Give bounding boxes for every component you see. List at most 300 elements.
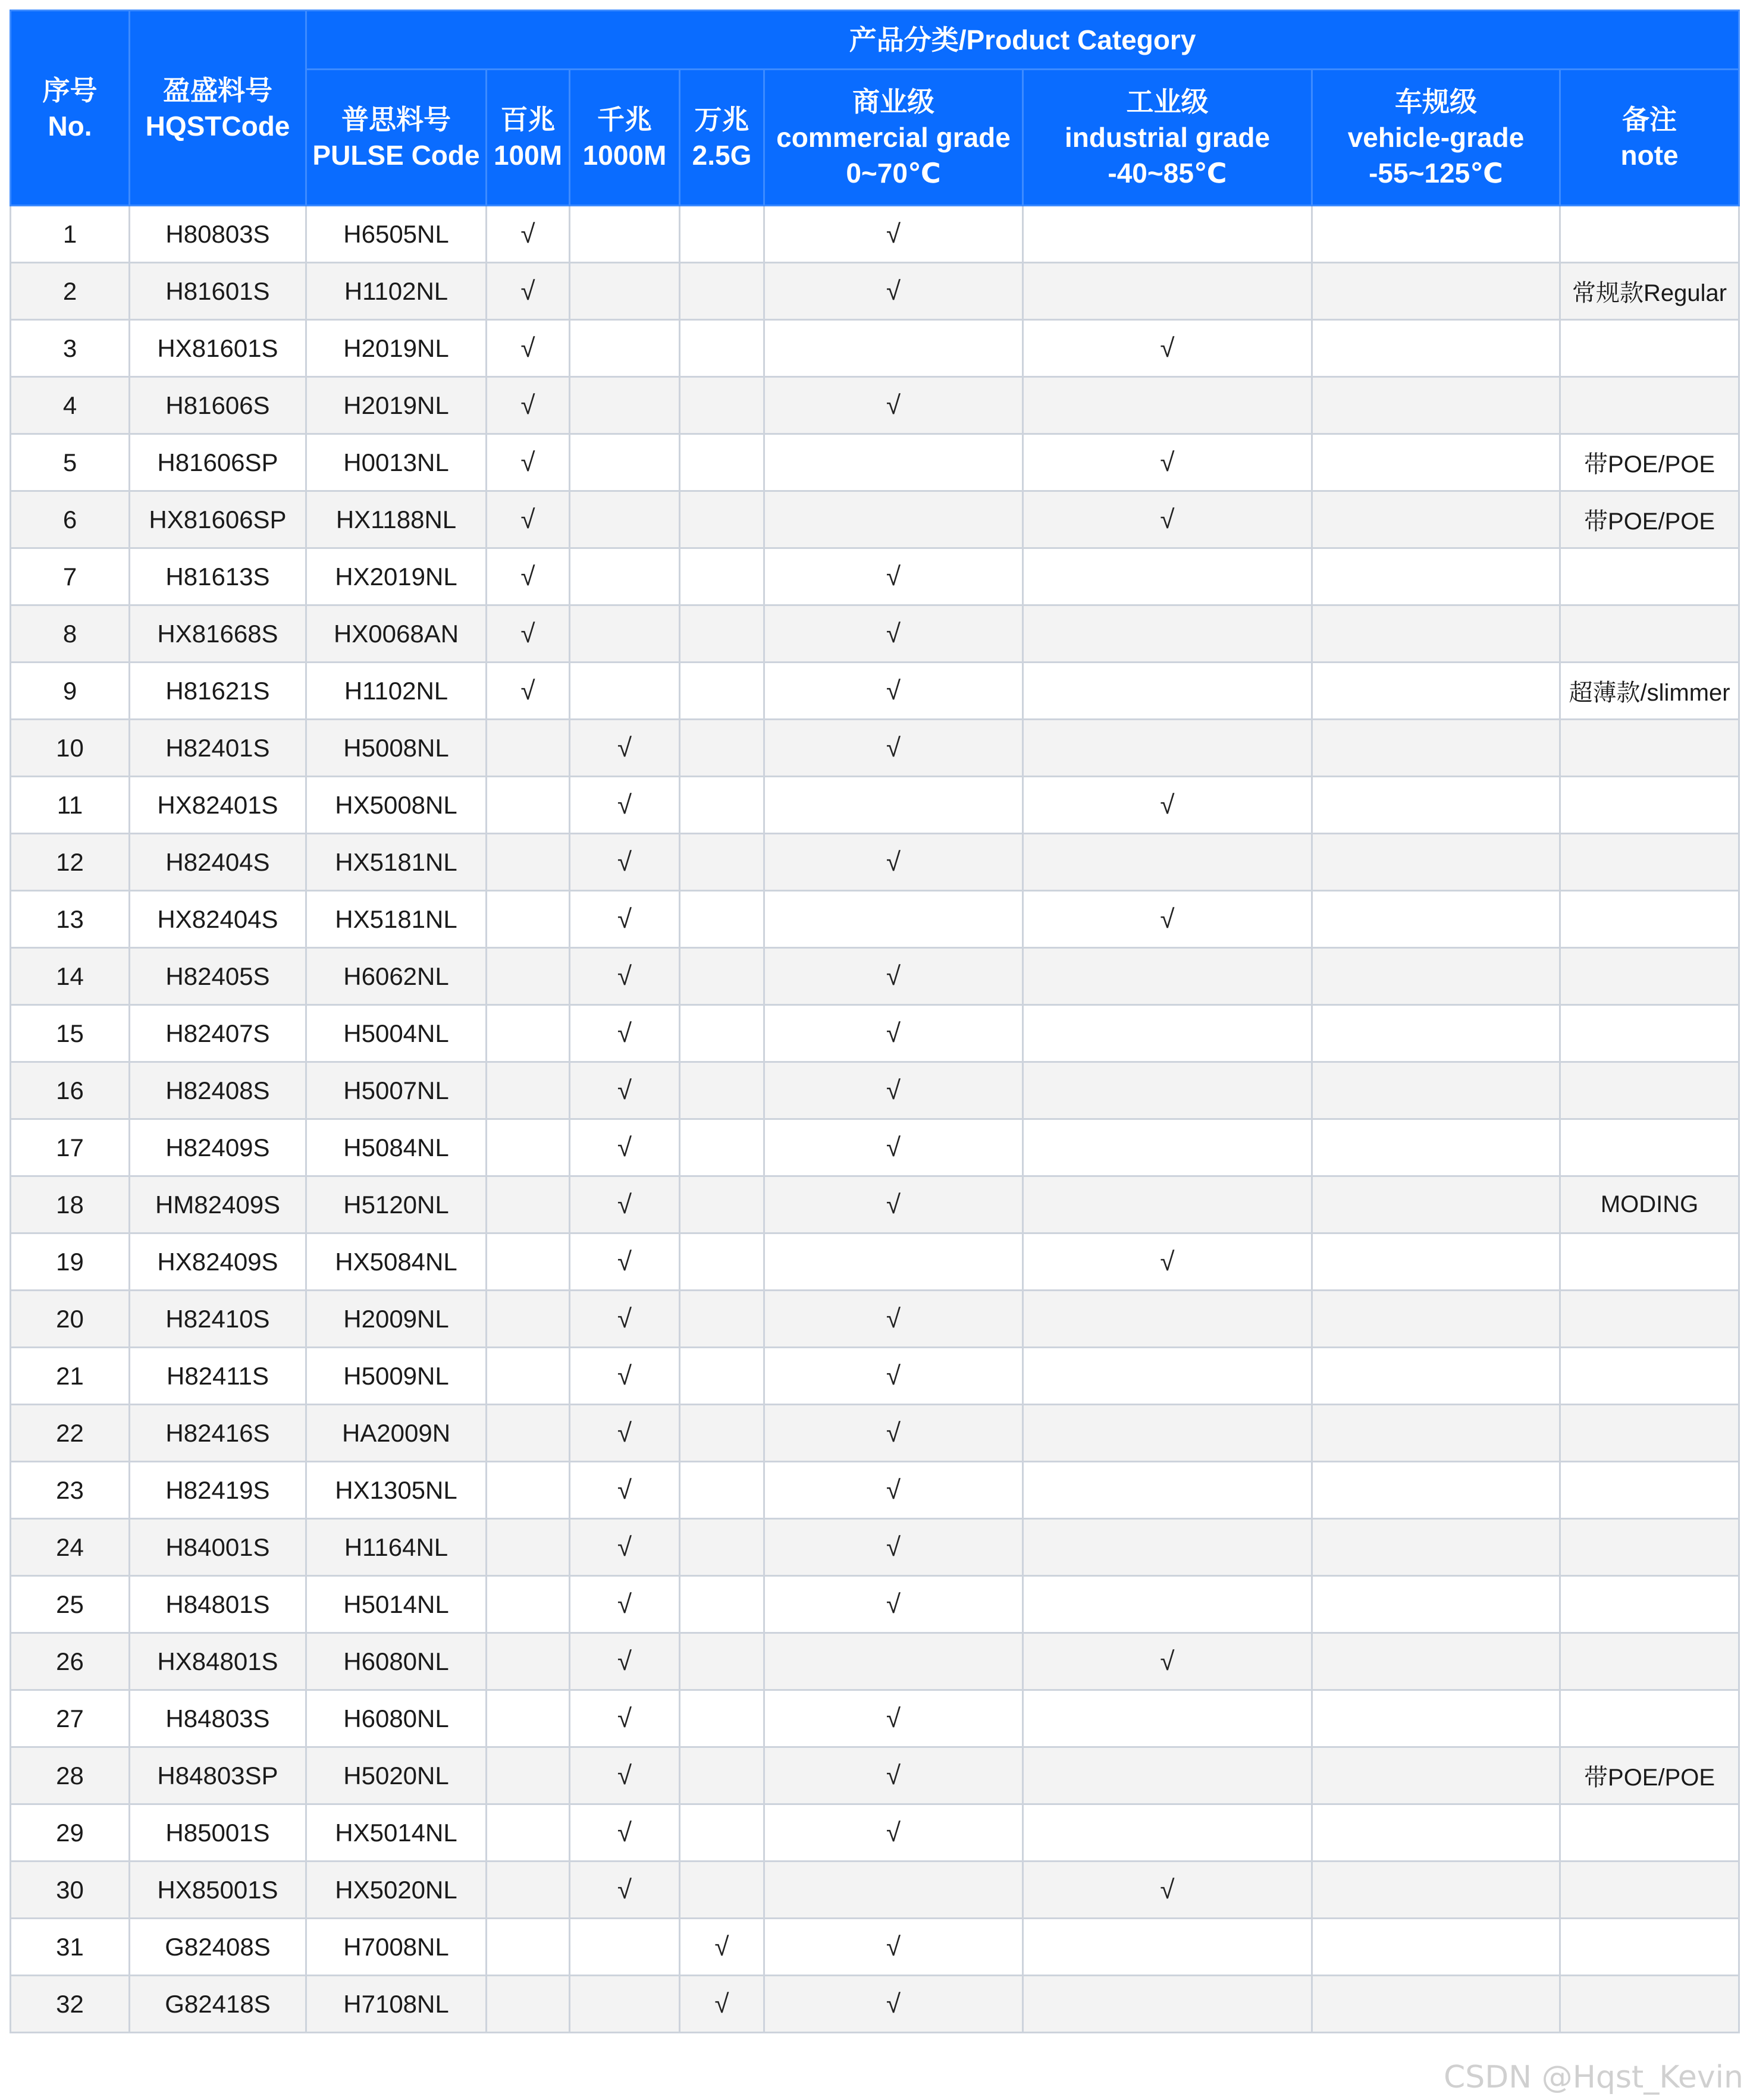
header-no: 序号 No. bbox=[11, 11, 130, 206]
cell-vehicle bbox=[1312, 206, 1560, 263]
cell-100m-check-icon: √ bbox=[487, 491, 570, 548]
cell-pulse-code: HX2019NL bbox=[306, 548, 487, 605]
cell-no: 26 bbox=[11, 1633, 130, 1690]
cell-vehicle bbox=[1312, 1862, 1560, 1919]
cell-2-5g bbox=[680, 1119, 764, 1176]
cell-2-5g bbox=[680, 548, 764, 605]
table-row bbox=[11, 434, 1739, 491]
cell-1000m-check-icon: √ bbox=[570, 1005, 680, 1062]
cell-vehicle bbox=[1312, 1233, 1560, 1291]
cell-commercial-check-icon: √ bbox=[764, 1405, 1023, 1462]
cell-industrial bbox=[1023, 1804, 1312, 1862]
cell-note bbox=[1560, 377, 1739, 434]
cell-1000m-check-icon: √ bbox=[570, 1862, 680, 1919]
cell-hqst-code: H81601S bbox=[130, 263, 306, 320]
cell-100m-check-icon: √ bbox=[487, 663, 570, 720]
cell-1000m-check-icon: √ bbox=[570, 834, 680, 891]
table-row bbox=[11, 1747, 1739, 1804]
cell-note: 常规款Regular bbox=[1560, 263, 1739, 320]
table-row bbox=[11, 206, 1739, 263]
cell-100m bbox=[487, 1348, 570, 1405]
cell-100m bbox=[487, 948, 570, 1005]
cell-pulse-code: H6062NL bbox=[306, 948, 487, 1005]
cell-no: 17 bbox=[11, 1119, 130, 1176]
cell-2-5g bbox=[680, 1462, 764, 1519]
cell-commercial-check-icon: √ bbox=[764, 1062, 1023, 1119]
table-row bbox=[11, 1062, 1739, 1119]
cell-commercial bbox=[764, 777, 1023, 834]
cell-hqst-code: H82409S bbox=[130, 1119, 306, 1176]
cell-2-5g bbox=[680, 834, 764, 891]
cell-100m bbox=[487, 1462, 570, 1519]
cell-2-5g bbox=[680, 1291, 764, 1348]
cell-hqst-code: H82416S bbox=[130, 1405, 306, 1462]
cell-note bbox=[1560, 1291, 1739, 1348]
cell-industrial bbox=[1023, 206, 1312, 263]
cell-no: 20 bbox=[11, 1291, 130, 1348]
cell-2-5g bbox=[680, 1747, 764, 1804]
cell-vehicle bbox=[1312, 491, 1560, 548]
table-row bbox=[11, 605, 1739, 663]
table-row bbox=[11, 720, 1739, 777]
cell-1000m bbox=[570, 263, 680, 320]
cell-vehicle bbox=[1312, 1462, 1560, 1519]
cell-100m bbox=[487, 1633, 570, 1690]
cell-100m bbox=[487, 1576, 570, 1633]
cell-1000m-check-icon: √ bbox=[570, 1176, 680, 1233]
cell-100m-check-icon: √ bbox=[487, 320, 570, 377]
cell-hqst-code: G82408S bbox=[130, 1919, 306, 1976]
cell-no: 28 bbox=[11, 1747, 130, 1804]
cell-1000m bbox=[570, 434, 680, 491]
cell-hqst-code: H81606S bbox=[130, 377, 306, 434]
cell-100m bbox=[487, 720, 570, 777]
cell-commercial-check-icon: √ bbox=[764, 1804, 1023, 1862]
cell-vehicle bbox=[1312, 1576, 1560, 1633]
table-row bbox=[11, 1119, 1739, 1176]
cell-no: 31 bbox=[11, 1919, 130, 1976]
cell-industrial bbox=[1023, 1976, 1312, 2033]
cell-industrial bbox=[1023, 1405, 1312, 1462]
cell-vehicle bbox=[1312, 1804, 1560, 1862]
cell-commercial bbox=[764, 434, 1023, 491]
cell-2-5g bbox=[680, 1176, 764, 1233]
cell-2-5g bbox=[680, 1062, 764, 1119]
cell-2-5g-check-icon: √ bbox=[680, 1976, 764, 2033]
cell-vehicle bbox=[1312, 1291, 1560, 1348]
cell-hqst-code: H81606SP bbox=[130, 434, 306, 491]
header-100m: 百兆 100M bbox=[487, 70, 570, 206]
cell-hqst-code: H82405S bbox=[130, 948, 306, 1005]
cell-note bbox=[1560, 1005, 1739, 1062]
cell-note bbox=[1560, 1233, 1739, 1291]
cell-100m bbox=[487, 1005, 570, 1062]
cell-hqst-code: H82419S bbox=[130, 1462, 306, 1519]
table-row bbox=[11, 663, 1739, 720]
cell-industrial bbox=[1023, 663, 1312, 720]
cell-2-5g bbox=[680, 1348, 764, 1405]
cell-note bbox=[1560, 891, 1739, 948]
cell-hqst-code: H82407S bbox=[130, 1005, 306, 1062]
cell-1000m-check-icon: √ bbox=[570, 720, 680, 777]
header-pulse-code: 普思料号 PULSE Code bbox=[306, 70, 487, 206]
cell-no: 19 bbox=[11, 1233, 130, 1291]
cell-note bbox=[1560, 1804, 1739, 1862]
header-hqst-code: 盈盛料号 HQSTCode bbox=[130, 11, 306, 206]
cell-pulse-code: H5084NL bbox=[306, 1119, 487, 1176]
cell-100m bbox=[487, 1233, 570, 1291]
cell-1000m bbox=[570, 377, 680, 434]
cell-1000m-check-icon: √ bbox=[570, 1576, 680, 1633]
cell-commercial-check-icon: √ bbox=[764, 720, 1023, 777]
cell-pulse-code: HX5181NL bbox=[306, 891, 487, 948]
cell-note bbox=[1560, 1862, 1739, 1919]
cell-industrial bbox=[1023, 1690, 1312, 1747]
cell-commercial-check-icon: √ bbox=[764, 1519, 1023, 1576]
cell-industrial bbox=[1023, 1291, 1312, 1348]
cell-note bbox=[1560, 1462, 1739, 1519]
cell-no: 11 bbox=[11, 777, 130, 834]
cell-pulse-code: H2009NL bbox=[306, 1291, 487, 1348]
cell-1000m-check-icon: √ bbox=[570, 948, 680, 1005]
cell-1000m-check-icon: √ bbox=[570, 1233, 680, 1291]
cell-vehicle bbox=[1312, 1976, 1560, 2033]
cell-2-5g bbox=[680, 377, 764, 434]
cell-commercial-check-icon: √ bbox=[764, 834, 1023, 891]
cell-100m bbox=[487, 1747, 570, 1804]
cell-pulse-code: H1102NL bbox=[306, 663, 487, 720]
header-product-category: 产品分类/Product Category bbox=[306, 11, 1739, 70]
cell-vehicle bbox=[1312, 1062, 1560, 1119]
cell-commercial-check-icon: √ bbox=[764, 548, 1023, 605]
cell-1000m-check-icon: √ bbox=[570, 1633, 680, 1690]
cell-1000m bbox=[570, 491, 680, 548]
cell-no: 4 bbox=[11, 377, 130, 434]
table-row bbox=[11, 1233, 1739, 1291]
cell-industrial bbox=[1023, 834, 1312, 891]
cell-industrial-check-icon: √ bbox=[1023, 891, 1312, 948]
cell-note bbox=[1560, 1690, 1739, 1747]
cell-hqst-code: HX85001S bbox=[130, 1862, 306, 1919]
cell-100m bbox=[487, 777, 570, 834]
cell-hqst-code: H81613S bbox=[130, 548, 306, 605]
cell-hqst-code: H85001S bbox=[130, 1804, 306, 1862]
cell-vehicle bbox=[1312, 720, 1560, 777]
cell-commercial-check-icon: √ bbox=[764, 1005, 1023, 1062]
cell-no: 5 bbox=[11, 434, 130, 491]
cell-vehicle bbox=[1312, 891, 1560, 948]
cell-hqst-code: HX81606SP bbox=[130, 491, 306, 548]
cell-2-5g bbox=[680, 891, 764, 948]
cell-commercial-check-icon: √ bbox=[764, 1919, 1023, 1976]
cell-vehicle bbox=[1312, 263, 1560, 320]
cell-vehicle bbox=[1312, 320, 1560, 377]
cell-2-5g bbox=[680, 777, 764, 834]
cell-commercial-check-icon: √ bbox=[764, 377, 1023, 434]
cell-1000m-check-icon: √ bbox=[570, 1291, 680, 1348]
cell-note bbox=[1560, 834, 1739, 891]
cell-note bbox=[1560, 1633, 1739, 1690]
cell-pulse-code: H2019NL bbox=[306, 320, 487, 377]
cell-100m bbox=[487, 1976, 570, 2033]
cell-hqst-code: H82408S bbox=[130, 1062, 306, 1119]
cell-2-5g bbox=[680, 491, 764, 548]
cell-no: 22 bbox=[11, 1405, 130, 1462]
cell-industrial bbox=[1023, 1919, 1312, 1976]
cell-commercial-check-icon: √ bbox=[764, 263, 1023, 320]
cell-no: 10 bbox=[11, 720, 130, 777]
cell-industrial-check-icon: √ bbox=[1023, 320, 1312, 377]
cell-commercial-check-icon: √ bbox=[764, 663, 1023, 720]
cell-hqst-code: HX82409S bbox=[130, 1233, 306, 1291]
cell-no: 29 bbox=[11, 1804, 130, 1862]
cell-2-5g bbox=[680, 663, 764, 720]
cell-hqst-code: HX81668S bbox=[130, 605, 306, 663]
cell-note bbox=[1560, 1062, 1739, 1119]
cell-hqst-code: H82411S bbox=[130, 1348, 306, 1405]
cell-vehicle bbox=[1312, 548, 1560, 605]
cell-2-5g bbox=[680, 720, 764, 777]
table-row bbox=[11, 1576, 1739, 1633]
cell-1000m-check-icon: √ bbox=[570, 1062, 680, 1119]
cell-note bbox=[1560, 948, 1739, 1005]
cell-100m bbox=[487, 1919, 570, 1976]
cell-industrial-check-icon: √ bbox=[1023, 434, 1312, 491]
cell-hqst-code: H84001S bbox=[130, 1519, 306, 1576]
cell-100m bbox=[487, 1062, 570, 1119]
cell-2-5g bbox=[680, 434, 764, 491]
header-note: 备注 note bbox=[1560, 70, 1739, 206]
cell-industrial bbox=[1023, 1747, 1312, 1804]
cell-industrial-check-icon: √ bbox=[1023, 777, 1312, 834]
cell-note bbox=[1560, 1348, 1739, 1405]
table-row bbox=[11, 377, 1739, 434]
product-table-container bbox=[10, 10, 1740, 2033]
table-row bbox=[11, 1690, 1739, 1747]
cell-industrial bbox=[1023, 1348, 1312, 1405]
cell-1000m-check-icon: √ bbox=[570, 1519, 680, 1576]
cell-100m bbox=[487, 1176, 570, 1233]
cell-pulse-code: HX5084NL bbox=[306, 1233, 487, 1291]
cell-vehicle bbox=[1312, 834, 1560, 891]
cell-pulse-code: H1102NL bbox=[306, 263, 487, 320]
cell-1000m bbox=[570, 1976, 680, 2033]
cell-no: 18 bbox=[11, 1176, 130, 1233]
cell-100m bbox=[487, 1804, 570, 1862]
cell-2-5g bbox=[680, 1690, 764, 1747]
cell-vehicle bbox=[1312, 434, 1560, 491]
table-row bbox=[11, 834, 1739, 891]
cell-pulse-code: H1164NL bbox=[306, 1519, 487, 1576]
cell-pulse-code: HX5020NL bbox=[306, 1862, 487, 1919]
cell-pulse-code: H6080NL bbox=[306, 1633, 487, 1690]
cell-note bbox=[1560, 206, 1739, 263]
cell-industrial bbox=[1023, 948, 1312, 1005]
table-row bbox=[11, 891, 1739, 948]
cell-100m-check-icon: √ bbox=[487, 263, 570, 320]
table-row bbox=[11, 1976, 1739, 2033]
cell-industrial bbox=[1023, 1062, 1312, 1119]
cell-no: 30 bbox=[11, 1862, 130, 1919]
cell-vehicle bbox=[1312, 777, 1560, 834]
cell-pulse-code: H5009NL bbox=[306, 1348, 487, 1405]
cell-1000m bbox=[570, 320, 680, 377]
table-row bbox=[11, 491, 1739, 548]
cell-commercial-check-icon: √ bbox=[764, 1690, 1023, 1747]
cell-pulse-code: HX5181NL bbox=[306, 834, 487, 891]
table-row bbox=[11, 1804, 1739, 1862]
cell-2-5g bbox=[680, 1576, 764, 1633]
cell-1000m-check-icon: √ bbox=[570, 1348, 680, 1405]
cell-note: 带POE/POE bbox=[1560, 434, 1739, 491]
table-row bbox=[11, 263, 1739, 320]
cell-100m-check-icon: √ bbox=[487, 377, 570, 434]
cell-hqst-code: H84803SP bbox=[130, 1747, 306, 1804]
cell-industrial bbox=[1023, 720, 1312, 777]
cell-commercial-check-icon: √ bbox=[764, 1348, 1023, 1405]
cell-1000m-check-icon: √ bbox=[570, 891, 680, 948]
cell-2-5g bbox=[680, 948, 764, 1005]
cell-industrial bbox=[1023, 1176, 1312, 1233]
cell-note bbox=[1560, 1519, 1739, 1576]
cell-100m bbox=[487, 1119, 570, 1176]
cell-pulse-code: HX1188NL bbox=[306, 491, 487, 548]
table-row bbox=[11, 548, 1739, 605]
cell-note bbox=[1560, 548, 1739, 605]
cell-2-5g bbox=[680, 1005, 764, 1062]
header-1000m: 千兆 1000M bbox=[570, 70, 680, 206]
cell-industrial bbox=[1023, 1005, 1312, 1062]
cell-note bbox=[1560, 320, 1739, 377]
cell-note bbox=[1560, 1919, 1739, 1976]
header-commercial-grade: 商业级 commercial grade 0~70℃ bbox=[764, 70, 1023, 206]
cell-no: 27 bbox=[11, 1690, 130, 1747]
cell-100m bbox=[487, 1690, 570, 1747]
product-table bbox=[10, 10, 1740, 2033]
table-row bbox=[11, 1176, 1739, 1233]
cell-vehicle bbox=[1312, 1176, 1560, 1233]
cell-vehicle bbox=[1312, 1690, 1560, 1747]
cell-commercial-check-icon: √ bbox=[764, 1119, 1023, 1176]
cell-pulse-code: H0013NL bbox=[306, 434, 487, 491]
cell-pulse-code: H7108NL bbox=[306, 1976, 487, 2033]
cell-industrial bbox=[1023, 605, 1312, 663]
cell-100m-check-icon: √ bbox=[487, 434, 570, 491]
table-row bbox=[11, 1462, 1739, 1519]
cell-pulse-code: HX5008NL bbox=[306, 777, 487, 834]
header-2-5g: 万兆 2.5G bbox=[680, 70, 764, 206]
cell-commercial bbox=[764, 1633, 1023, 1690]
cell-vehicle bbox=[1312, 377, 1560, 434]
cell-note: MODING bbox=[1560, 1176, 1739, 1233]
cell-hqst-code: H81621S bbox=[130, 663, 306, 720]
table-row bbox=[11, 1633, 1739, 1690]
cell-pulse-code: H5007NL bbox=[306, 1062, 487, 1119]
cell-2-5g bbox=[680, 206, 764, 263]
cell-hqst-code: HX81601S bbox=[130, 320, 306, 377]
table-header bbox=[11, 11, 1739, 206]
table-row bbox=[11, 1919, 1739, 1976]
table-row bbox=[11, 777, 1739, 834]
cell-2-5g bbox=[680, 1633, 764, 1690]
cell-pulse-code: HA2009N bbox=[306, 1405, 487, 1462]
cell-note: 带POE/POE bbox=[1560, 491, 1739, 548]
cell-no: 6 bbox=[11, 491, 130, 548]
cell-commercial-check-icon: √ bbox=[764, 1747, 1023, 1804]
cell-commercial-check-icon: √ bbox=[764, 1462, 1023, 1519]
cell-commercial bbox=[764, 1233, 1023, 1291]
table-row bbox=[11, 320, 1739, 377]
cell-2-5g bbox=[680, 320, 764, 377]
cell-vehicle bbox=[1312, 1519, 1560, 1576]
cell-pulse-code: H5014NL bbox=[306, 1576, 487, 1633]
cell-hqst-code: H82410S bbox=[130, 1291, 306, 1348]
cell-no: 9 bbox=[11, 663, 130, 720]
cell-100m-check-icon: √ bbox=[487, 206, 570, 263]
cell-industrial-check-icon: √ bbox=[1023, 491, 1312, 548]
cell-100m bbox=[487, 891, 570, 948]
cell-2-5g bbox=[680, 1405, 764, 1462]
cell-no: 21 bbox=[11, 1348, 130, 1405]
cell-1000m bbox=[570, 548, 680, 605]
cell-note bbox=[1560, 605, 1739, 663]
cell-pulse-code: HX5014NL bbox=[306, 1804, 487, 1862]
cell-note: 带POE/POE bbox=[1560, 1747, 1739, 1804]
cell-100m-check-icon: √ bbox=[487, 605, 570, 663]
cell-commercial bbox=[764, 1862, 1023, 1919]
cell-100m-check-icon: √ bbox=[487, 548, 570, 605]
cell-vehicle bbox=[1312, 1633, 1560, 1690]
cell-vehicle bbox=[1312, 1119, 1560, 1176]
cell-commercial bbox=[764, 891, 1023, 948]
cell-100m bbox=[487, 1862, 570, 1919]
cell-vehicle bbox=[1312, 1005, 1560, 1062]
cell-1000m-check-icon: √ bbox=[570, 1405, 680, 1462]
cell-hqst-code: H84801S bbox=[130, 1576, 306, 1633]
cell-hqst-code: H82404S bbox=[130, 834, 306, 891]
cell-commercial bbox=[764, 491, 1023, 548]
cell-vehicle bbox=[1312, 1919, 1560, 1976]
table-row bbox=[11, 1291, 1739, 1348]
cell-industrial-check-icon: √ bbox=[1023, 1862, 1312, 1919]
cell-2-5g-check-icon: √ bbox=[680, 1919, 764, 1976]
cell-pulse-code: H5020NL bbox=[306, 1747, 487, 1804]
cell-1000m-check-icon: √ bbox=[570, 1804, 680, 1862]
cell-vehicle bbox=[1312, 605, 1560, 663]
cell-note bbox=[1560, 1576, 1739, 1633]
cell-1000m-check-icon: √ bbox=[570, 777, 680, 834]
cell-1000m bbox=[570, 1919, 680, 1976]
cell-note bbox=[1560, 1405, 1739, 1462]
table-row bbox=[11, 948, 1739, 1005]
cell-hqst-code: H80803S bbox=[130, 206, 306, 263]
cell-1000m bbox=[570, 206, 680, 263]
cell-note bbox=[1560, 1119, 1739, 1176]
cell-commercial-check-icon: √ bbox=[764, 605, 1023, 663]
cell-pulse-code: H5008NL bbox=[306, 720, 487, 777]
cell-2-5g bbox=[680, 605, 764, 663]
cell-pulse-code: H6080NL bbox=[306, 1690, 487, 1747]
cell-no: 7 bbox=[11, 548, 130, 605]
cell-note: 超薄款/slimmer bbox=[1560, 663, 1739, 720]
cell-100m bbox=[487, 834, 570, 891]
cell-no: 16 bbox=[11, 1062, 130, 1119]
header-industrial-grade: 工业级 industrial grade -40~85℃ bbox=[1023, 70, 1312, 206]
cell-note bbox=[1560, 777, 1739, 834]
cell-industrial bbox=[1023, 1576, 1312, 1633]
cell-no: 3 bbox=[11, 320, 130, 377]
cell-commercial-check-icon: √ bbox=[764, 1176, 1023, 1233]
